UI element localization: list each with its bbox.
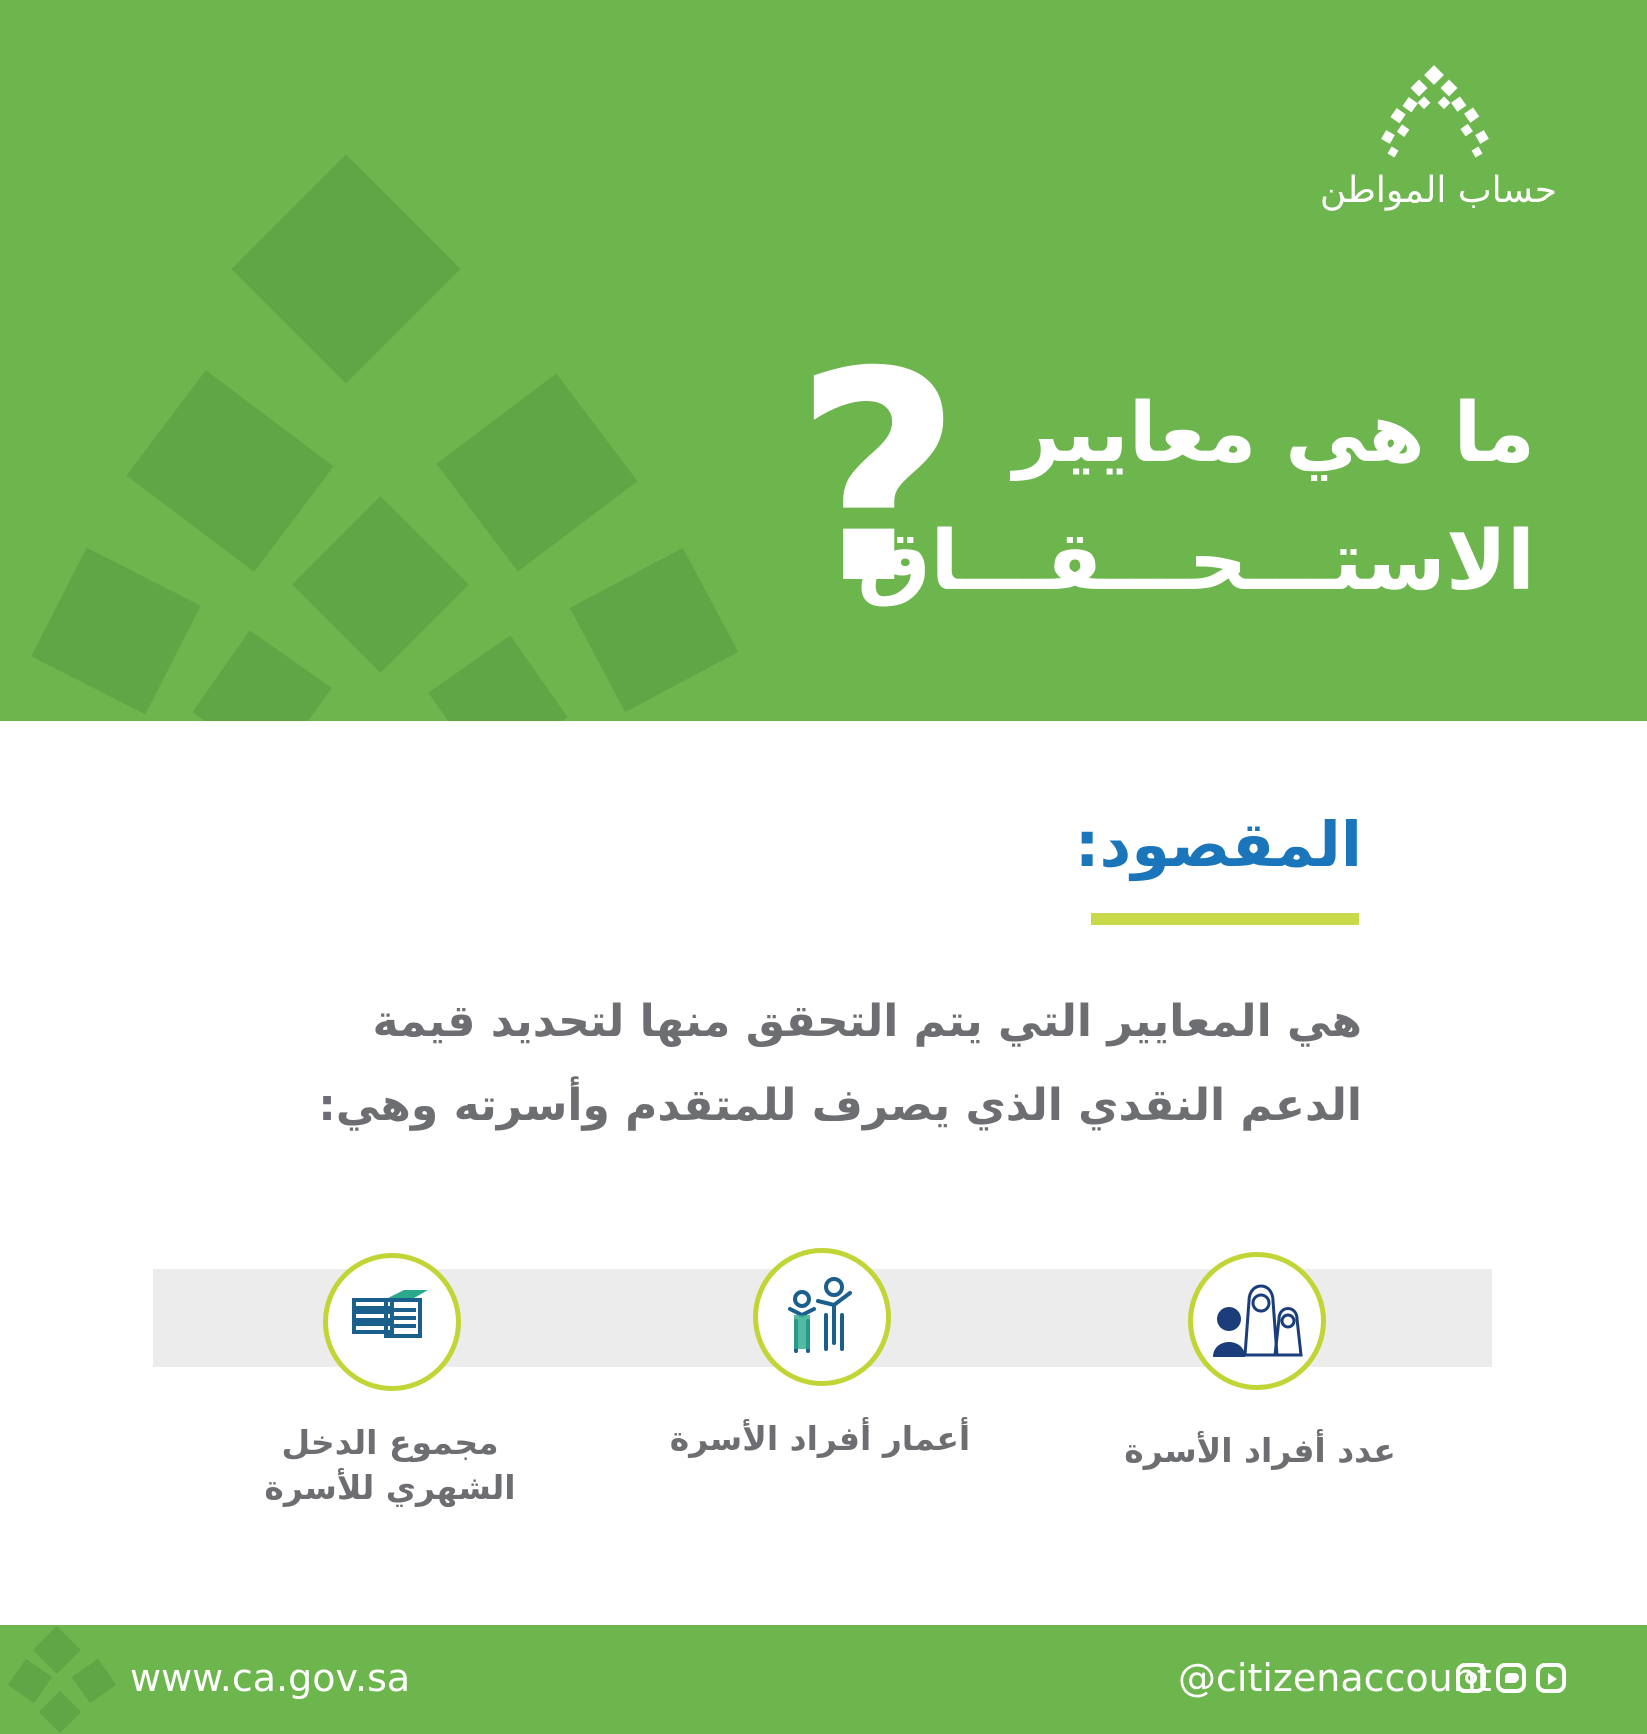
decorative-diamond [570, 548, 738, 712]
section-title: المقصود: [1074, 808, 1362, 881]
instagram-icon[interactable] [1456, 1663, 1486, 1693]
title-line-2: الاستـــحـــقـــاق [857, 514, 1535, 609]
definition-text [282, 980, 1362, 1148]
website-link[interactable]: www.ca.gov.sa [130, 1656, 411, 1700]
decorative-diamond [33, 1626, 81, 1674]
brand-name: حساب المواطن [1319, 170, 1557, 211]
youtube-icon[interactable] [1536, 1663, 1566, 1693]
money-stack-icon [323, 1253, 461, 1391]
social-handle[interactable]: @citizenaccount [1178, 1656, 1492, 1700]
decorative-diamond [8, 1659, 53, 1704]
definition-line-2: الدعم النقدي الذي يصرف للمتقدم وأسرته وهي: [318, 1080, 1362, 1131]
decorative-diamond [126, 370, 333, 572]
twitter-icon[interactable] [1496, 1663, 1526, 1693]
decorative-diamond [39, 1691, 81, 1733]
decorative-diamond [192, 630, 331, 721]
definition-line-1: هي المعايير التي يتم التحقق منها لتحديد قيمة [372, 996, 1362, 1047]
header-banner [0, 0, 1647, 721]
title-line-1: ما هي معايير [1013, 386, 1535, 481]
criterion-family-count: عدد أفراد الأسرة [1124, 1431, 1396, 1470]
criterion-monthly-income: مجموع الدخل الشهري للأسرة [264, 1423, 516, 1507]
family-icon [1188, 1252, 1326, 1390]
decorative-diamond [31, 548, 200, 715]
decorative-diamond [292, 496, 469, 673]
decorative-diamond [72, 1659, 117, 1704]
decorative-diamond [231, 154, 460, 383]
citizen-account-logo-icon [1375, 64, 1495, 164]
title-underline [1091, 913, 1359, 925]
question-mark: ؟ [795, 311, 964, 648]
children-icon [753, 1248, 891, 1386]
decorative-diamond [428, 635, 567, 721]
decorative-diamond [436, 373, 637, 571]
criterion-family-ages: أعمار أفراد الأسرة [669, 1419, 971, 1458]
